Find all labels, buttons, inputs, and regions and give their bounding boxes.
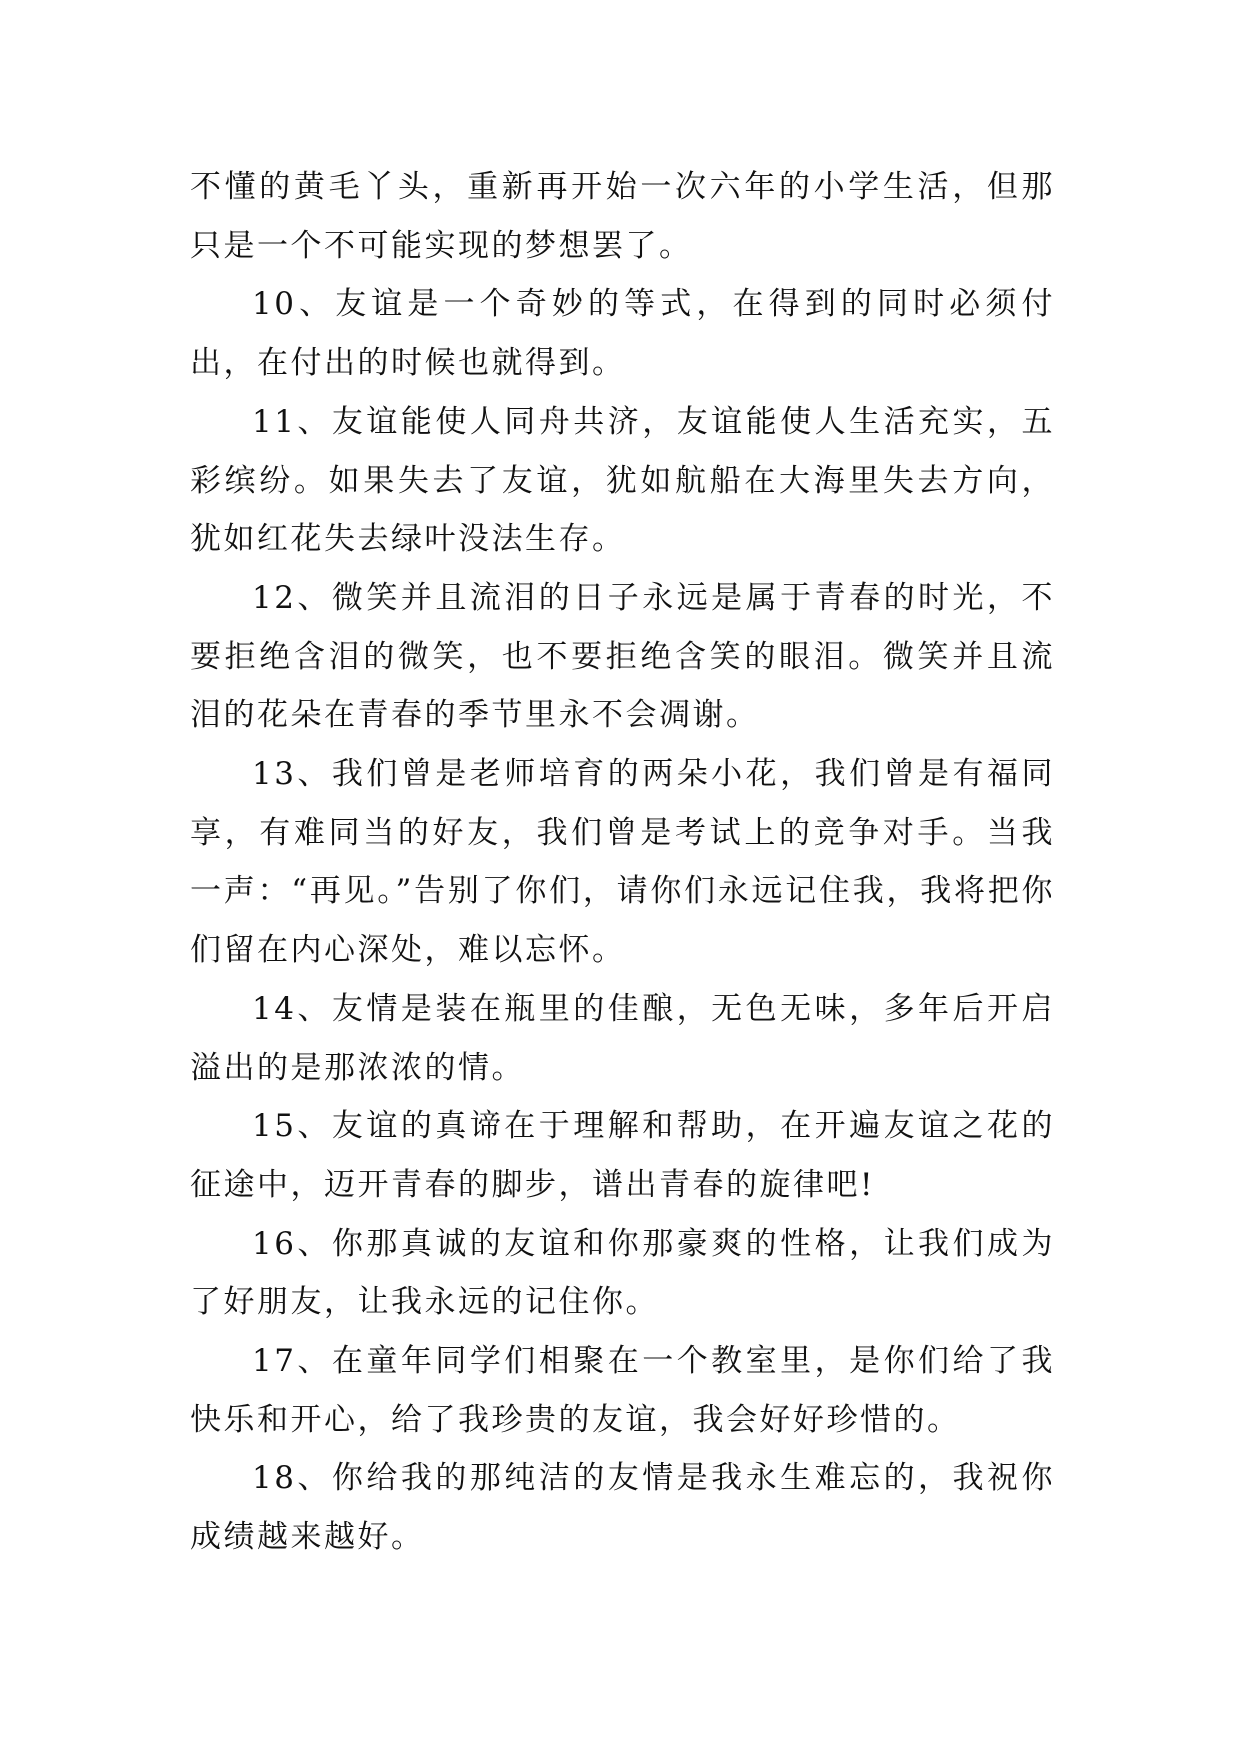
paragraph-14: 14、友情是装在瓶里的佳酿，无色无味，多年后开启溢出的是那浓浓的情。 (190, 990, 1055, 1086)
paragraph-10: 10、友谊是一个奇妙的等式，在得到的同时必须付出，在付出的时候也就得到。 (190, 286, 1055, 382)
paragraph-15: 15、友谊的真谛在于理解和帮助，在开遍友谊之花的征途中，迈开青春的脚步，谱出青春的旋律吧! (190, 1108, 1055, 1203)
paragraph-12: 12、微笑并且流泪的日子永远是属于青春的时光，不要拒绝含泪的微笑，也不要拒绝含笑的眼泪。微笑并且流泪的花朵在青春的季节里永不会凋谢。 (190, 579, 1055, 734)
document-body (190, 158, 1055, 1567)
paragraph-17: 17、在童年同学们相聚在一个教室里，是你们给了我快乐和开心，给了我珍贵的友谊，我会好好珍惜的。 (190, 1343, 1055, 1438)
paragraph-11: 11、友谊能使人同舟共济，友谊能使人生活充实，五彩缤纷。如果失去了友谊，犹如航船在大海里失去方向，犹如红花失去绿叶没法生存。 (190, 403, 1055, 558)
paragraph-18: 18、你给我的那纯洁的友情是我永生难忘的，我祝你成绩越来越好。 (190, 1460, 1055, 1556)
paragraph-continued: 不懂的黄毛丫头，重新再开始一次六年的小学生活，但那只是一个不可能实现的梦想罢了。 (190, 169, 1055, 264)
paragraph-16: 16、你那真诚的友谊和你那豪爽的性格，让我们成为了好朋友，让我永远的记住你。 (190, 1225, 1055, 1321)
paragraph-13: 13、我们曾是老师培育的两朵小花，我们曾是有福同享，有难同当的好友，我们曾是考试上的竞争对手。当我一声：“再见。”告别了你们，请你们永远记住我，我将把你们留在内心深处，难以忘怀。 (190, 756, 1055, 969)
